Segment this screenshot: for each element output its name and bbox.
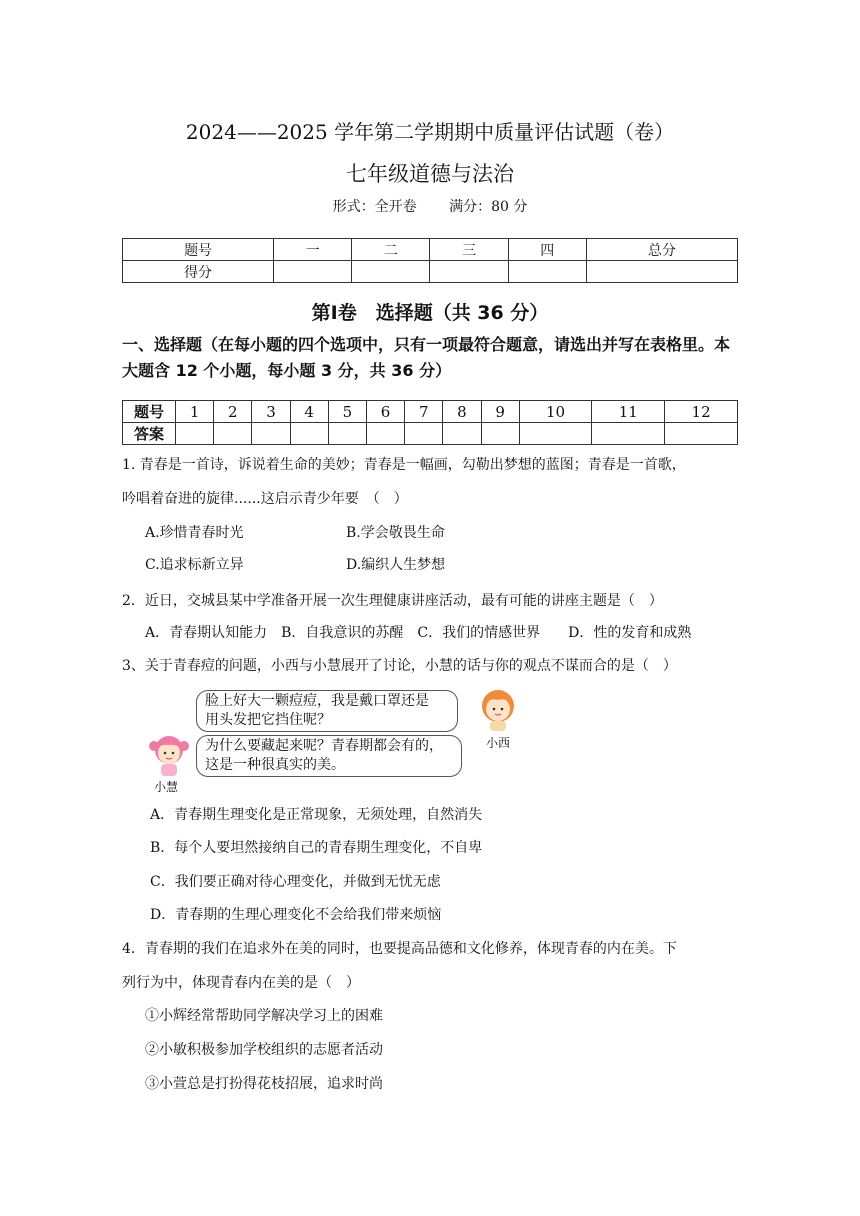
answer-blank[interactable]	[665, 423, 738, 445]
exam-full-marks: 满分：80 分	[449, 199, 528, 215]
answer-row-label: 答案	[123, 423, 176, 445]
score-cell: 总分	[586, 239, 737, 261]
question-3-option-b: B．每个人要坦然接纳自己的青春期生理变化，不自卑	[150, 840, 483, 856]
answer-number: 11	[592, 401, 665, 423]
answer-blank[interactable]	[252, 423, 290, 445]
question-4-item-1: ①小辉经常帮助同学解决学习上的困难	[145, 1008, 383, 1024]
answer-table	[122, 400, 738, 445]
answer-blank[interactable]	[481, 423, 519, 445]
exam-meta	[0, 196, 860, 216]
answer-table-answer-row	[123, 423, 738, 445]
answer-blank[interactable]	[328, 423, 366, 445]
answer-number: 8	[443, 401, 481, 423]
section-instruction: 一、选择题（在每小题的四个选项中，只有一项最符合题意，请选出并写在表格里。本大题含 12 个小题，每小题 3 分，共 36 分）	[122, 335, 731, 380]
score-blank[interactable]	[586, 261, 737, 283]
score-blank[interactable]	[430, 261, 508, 283]
exam-subject: 七年级道德与法治	[346, 162, 514, 186]
answer-number: 2	[214, 401, 252, 423]
score-row-label: 得分	[123, 261, 274, 283]
question-3-stem: 3、关于青春痘的问题，小西与小慧展开了讨论，小慧的话与你的观点不谋而合的是（ ）	[122, 658, 677, 674]
score-blank[interactable]	[508, 261, 586, 283]
score-table-score-row	[123, 261, 738, 283]
answer-number: 6	[366, 401, 404, 423]
answer-number: 4	[290, 401, 328, 423]
speech-bubble-xiaohui	[196, 735, 462, 777]
question-1-option-a: A.珍惜青春时光	[145, 525, 244, 541]
girl-avatar-xixi-icon	[478, 688, 518, 732]
bubble-line: 为什么要藏起来呢？青春期都会有的，	[205, 738, 443, 754]
answer-blank[interactable]	[366, 423, 404, 445]
question-1-option-b: B.学会敬畏生命	[346, 525, 445, 541]
speech-bubble-xixi	[196, 690, 458, 732]
score-cell: 题号	[123, 239, 274, 261]
bubble-line: 脸上好大一颗痘痘，我是戴口罩还是	[205, 693, 429, 709]
exam-title: 2024——2025 学年第二学期期中质量评估试题（卷）	[185, 120, 675, 144]
girl-avatar-xiaohui-icon	[148, 732, 190, 778]
answer-number: 9	[481, 401, 519, 423]
answer-blank[interactable]	[592, 423, 665, 445]
question-2-options: A．青春期认知能力 B．自我意识的苏醒 C．我们的情感世界 D．性的发育和成熟	[145, 625, 692, 641]
answer-table-number-row	[123, 401, 738, 423]
answer-number: 7	[405, 401, 443, 423]
question-4-item-2: ②小敏积极参加学校组织的志愿者活动	[145, 1042, 383, 1058]
question-4-stem-line2: 列行为中，体现青春内在美的是（ ）	[122, 975, 360, 991]
answer-blank[interactable]	[405, 423, 443, 445]
score-cell: 三	[430, 239, 508, 261]
answer-row-label: 题号	[123, 401, 176, 423]
score-blank[interactable]	[274, 261, 352, 283]
answer-blank[interactable]	[214, 423, 252, 445]
answer-number: 5	[328, 401, 366, 423]
bubble-line: 用头发把它挡住呢？	[205, 712, 331, 728]
question-1-stem-line2: 吟唱着奋进的旋律......这启示青少年要 （ ）	[122, 491, 408, 507]
question-1-option-d: D.编织人生梦想	[346, 557, 446, 573]
answer-number: 10	[519, 401, 592, 423]
answer-number: 12	[665, 401, 738, 423]
score-cell: 二	[352, 239, 430, 261]
section-heading: 第Ⅰ卷 选择题（共 36 分）	[311, 302, 549, 324]
question-4-stem-line1: 4．青春期的我们在追求外在美的同时，也要提高品德和文化修养，体现青春的内在美。下	[122, 941, 677, 957]
score-blank[interactable]	[352, 261, 430, 283]
bubble-line: 这是一种很真实的美。	[205, 757, 345, 773]
question-2-stem: 2．近日，交城县某中学准备开展一次生理健康讲座活动，最有可能的讲座主题是（ ）	[122, 593, 663, 609]
avatar-label-xixi: 小西	[486, 736, 511, 750]
score-cell: 四	[508, 239, 586, 261]
answer-blank[interactable]	[443, 423, 481, 445]
answer-number: 1	[176, 401, 214, 423]
question-1-option-c: C.追求标新立异	[145, 557, 244, 573]
question-1-stem-line1: 1. 青春是一首诗，诉说着生命的美妙；青春是一幅画，勾勒出梦想的蓝图；青春是一首歌，	[122, 457, 686, 473]
score-table	[122, 238, 738, 283]
score-cell: 一	[274, 239, 352, 261]
answer-blank[interactable]	[176, 423, 214, 445]
question-3-option-d: D．青春期的生理心理变化不会给我们带来烦恼	[150, 907, 442, 923]
question-3-option-c: C．我们要正确对待心理变化，并做到无忧无虑	[150, 874, 441, 890]
answer-blank[interactable]	[519, 423, 592, 445]
exam-format: 形式：全开卷	[332, 199, 417, 215]
avatar-label-xiaohui: 小慧	[154, 780, 179, 794]
answer-blank[interactable]	[290, 423, 328, 445]
question-4-item-3: ③小萱总是打扮得花枝招展，追求时尚	[145, 1076, 383, 1092]
answer-number: 3	[252, 401, 290, 423]
score-table-header-row	[123, 239, 738, 261]
question-3-option-a: A．青春期生理变化是正常现象，无须处理，自然消失	[150, 807, 483, 823]
